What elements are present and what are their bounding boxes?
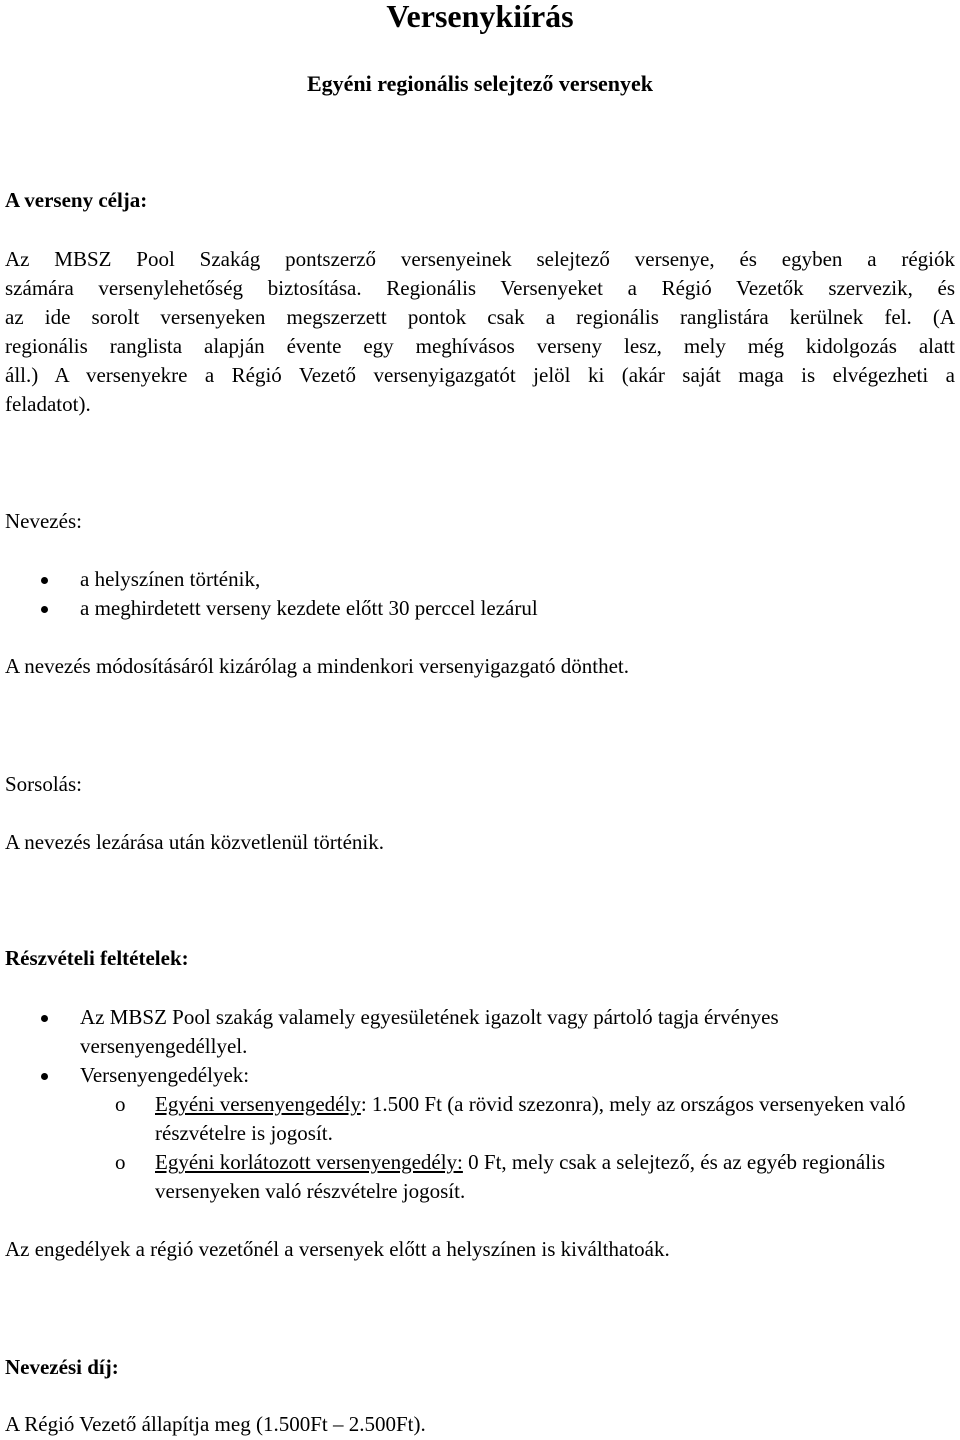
licence-description: : 1.500 Ft (a rövid szezonra), mely az országos versenyeken való részvételre is jogosít. bbox=[155, 1092, 906, 1145]
goal-line: Az MBSZ Pool Szakág pontszerző versenyeinek selejtező versenye, és egyben a régiók bbox=[5, 247, 955, 271]
list-item bbox=[0, 1061, 930, 1206]
entry-bullet-text: a helyszínen történik, bbox=[80, 567, 261, 591]
goal-line: az ide sorolt versenyeken megszerzett pontok csak a regionális ranglistára kerülnek fel. (A bbox=[5, 305, 955, 329]
entry-list bbox=[0, 565, 960, 623]
bullet-icon bbox=[41, 577, 48, 584]
list-item bbox=[80, 1090, 925, 1148]
fee-text: A Régió Vezető állapítja meg (1.500Ft – 2.500Ft). bbox=[5, 1412, 426, 1436]
goal-line: áll.) A versenyekre a Régió Vezető versenyigazgatót jelöl ki (akár saját maga is elvégezheti a bbox=[5, 363, 955, 387]
licence-name: Egyéni versenyengedély bbox=[155, 1092, 361, 1116]
licence-list bbox=[80, 1090, 930, 1206]
entry-heading: Nevezés: bbox=[5, 509, 82, 533]
conditions-heading: Részvételi feltételek: bbox=[5, 946, 189, 970]
goal-heading: A verseny célja: bbox=[5, 188, 148, 212]
bullet-icon bbox=[41, 606, 48, 613]
draw-heading: Sorsolás: bbox=[5, 772, 83, 796]
bullet-icon bbox=[41, 1015, 48, 1022]
entry-bullet-text: a meghirdetett verseny kezdete előtt 30 perccel lezárul bbox=[80, 596, 538, 620]
bullet-icon bbox=[41, 1073, 48, 1080]
goal-line: regionális ranglista alapján évente egy meghívásos verseny lesz, mely még kidolgozás alatt bbox=[5, 334, 955, 358]
fee-heading: Nevezési díj: bbox=[5, 1355, 119, 1379]
conditions-list bbox=[0, 1003, 960, 1206]
goal-line: számára versenylehetőség biztosítása. Regionális Versenyeket a Régió Vezetők szervezik, és bbox=[5, 276, 955, 300]
conditions-bullet-text: Versenyengedélyek: bbox=[80, 1063, 250, 1087]
conditions-note: Az engedélyek a régió vezetőnél a versenyek előtt a helyszínen is kiválthatoák. bbox=[5, 1237, 670, 1261]
entry-note: A nevezés módosításáról kizárólag a mindenkori versenyigazgató dönthet. bbox=[5, 654, 629, 678]
list-item bbox=[0, 594, 930, 623]
sub-bullet-marker: o bbox=[115, 1150, 126, 1174]
conditions-bullet-text: Az MBSZ Pool szakág valamely egyesületének igazolt vagy pártoló tagja érvényes versenyengedéllyel. bbox=[80, 1005, 779, 1058]
sub-bullet-marker: o bbox=[115, 1092, 126, 1116]
document-title: Versenykiírás bbox=[386, 0, 574, 34]
list-item bbox=[80, 1148, 925, 1206]
list-item bbox=[0, 1003, 930, 1061]
document-subtitle: Egyéni regionális selejtező versenyek bbox=[306, 71, 654, 96]
goal-paragraph bbox=[5, 245, 955, 419]
list-item bbox=[0, 565, 930, 594]
draw-text: A nevezés lezárása után közvetlenül történik. bbox=[5, 830, 385, 854]
goal-line: feladatot). bbox=[5, 392, 91, 416]
licence-name: Egyéni korlátozott versenyengedély: bbox=[155, 1150, 463, 1174]
licence-description: 0 Ft, mely csak a selejtező, és az egyéb regionális versenyeken való részvételre jogosít. bbox=[155, 1150, 886, 1203]
